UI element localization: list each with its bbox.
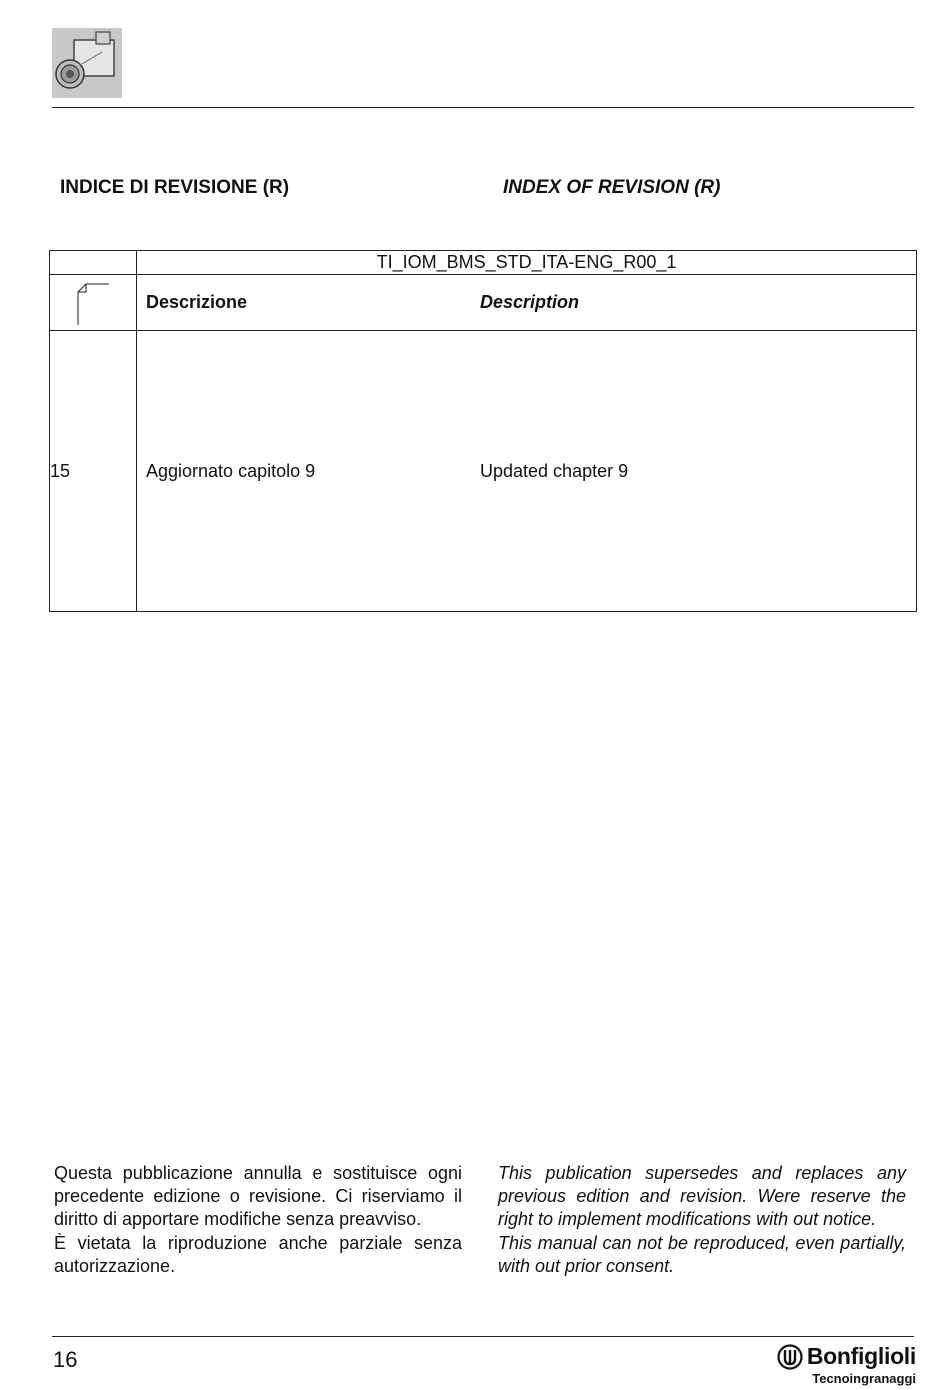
legal-notice-it bbox=[54, 1162, 462, 1278]
footer-divider bbox=[52, 1336, 914, 1337]
empty-cell bbox=[50, 251, 137, 275]
row-description-it: Aggiornato capitolo 9 bbox=[146, 460, 316, 481]
revision-number: 15 bbox=[50, 331, 137, 612]
revision-table bbox=[49, 250, 917, 612]
brand-name: Bonfiglioli bbox=[806, 1343, 916, 1369]
product-image bbox=[52, 28, 122, 98]
row-description-en: Updated chapter 9 bbox=[480, 460, 629, 481]
table-row bbox=[50, 331, 917, 612]
column-description-en: Description bbox=[480, 292, 580, 312]
legal-en-paragraph: This manual can not be reproduced, even partially, with out prior consent. bbox=[498, 1232, 906, 1276]
revision-title-en: INDEX OF REVISION (R) bbox=[503, 177, 721, 198]
bonfiglioli-logo-icon bbox=[777, 1344, 803, 1370]
page-number: 16 bbox=[53, 1347, 78, 1372]
brand-logo bbox=[777, 1343, 916, 1386]
revision-title-it: INDICE DI REVISIONE (R) bbox=[60, 177, 290, 198]
legal-it-paragraph: Questa pubblicazione annulla e sostituisce ogni precedente edizione o revisione. Ci riserviamo il diritto di apportare modifiche senza preavviso. bbox=[54, 1163, 462, 1230]
header-divider bbox=[52, 107, 914, 108]
table-header-row bbox=[50, 275, 917, 331]
revision-corner-icon bbox=[76, 280, 110, 326]
legal-en-paragraph: This publication supersedes and replaces any previous edition and revision. Were reserve the right to implement modifications with out notice. bbox=[498, 1163, 906, 1230]
brand-subtitle: Tecnoingranaggi bbox=[812, 1371, 916, 1386]
document-code: TI_IOM_BMS_STD_ITA-ENG_R00_1 bbox=[137, 251, 917, 275]
legal-it-paragraph: È vietata la riproduzione anche parziale senza autorizzazione. bbox=[54, 1232, 462, 1276]
legal-notice-en bbox=[498, 1162, 906, 1278]
column-description-it: Descrizione bbox=[146, 292, 248, 312]
revision-column-header bbox=[50, 275, 137, 331]
